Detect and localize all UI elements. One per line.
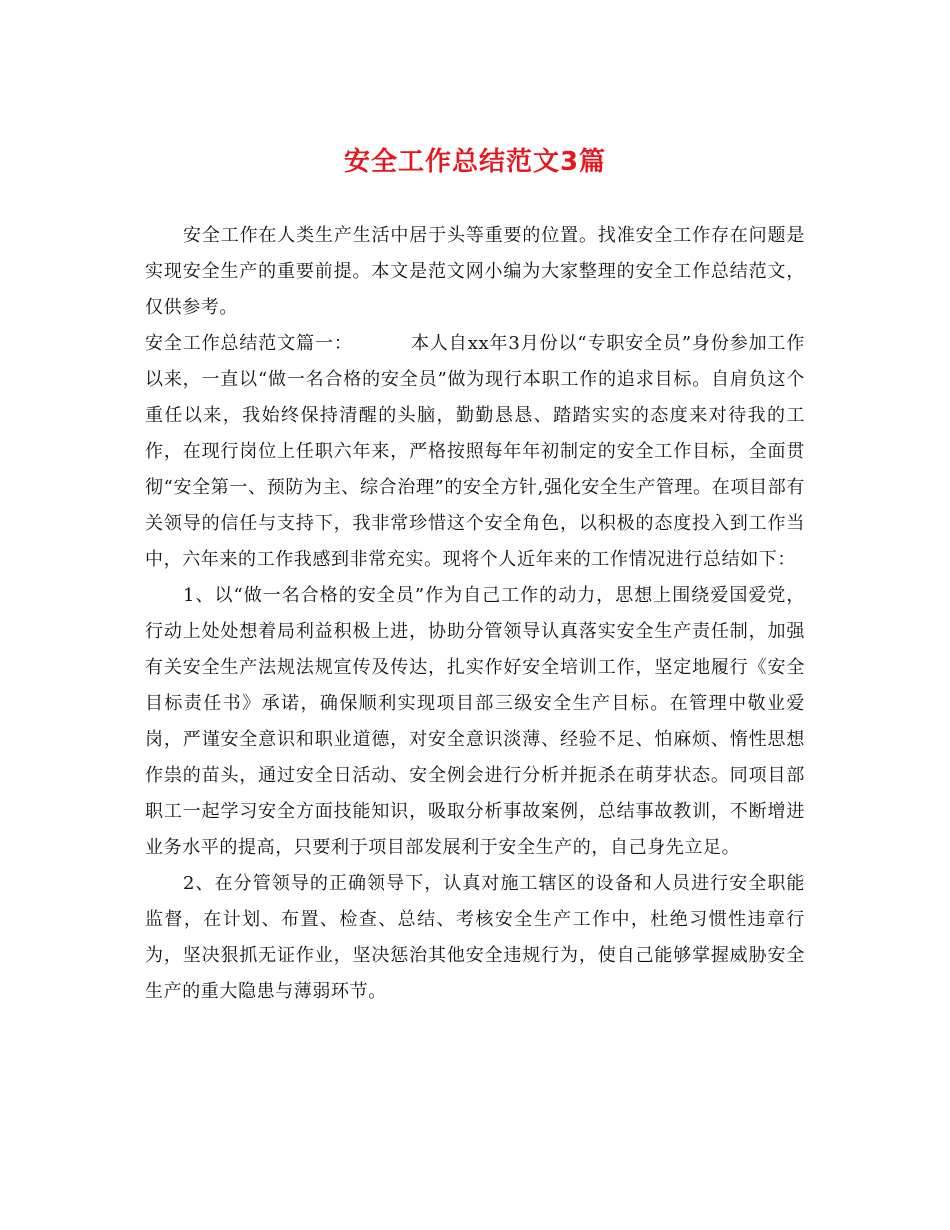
section-intro-text: 本人自xx年3月份以“专职安全员”身份参加工作以来，一直以“做一名合格的安全员”做为现行本职工作的追求目标。自肩负这个重任以来，我始终保持清醒的头脑，勤勤恳恳、踏踏实实的态度来对待我的工作，在现行岗位上任职六年来，严格按照每年年初制定的安全工作目标，全面贯彻“安全第一、预防为主、综合治理”的安全方针,强化安全生产管理。在项目部有关领导的信任与支持下，我非常珍惜这个安全角色，以积极的态度投入到工作当中，六年来的工作我感到非常充实。现将个人近年来的工作情况进行总结如下： <box>145 333 805 570</box>
point-1-paragraph: 1、以“做一名合格的安全员”作为自己工作的动力，思想上围绕爱国爱党，行动上处处想着局利益积极上进，协助分管领导认真落实安全生产责任制，加强有关安全生产法规法规宣传及传达，扎实作好安全培训工作，坚定地履行《安全目标责任书》承诺，确保顺利实现项目部三级安全生产目标。在管理中敬业爱岗，严谨安全意识和职业道德，对安全意识淡薄、经验不足、怕麻烦、惰性思想作祟的苗头，通过安全日活动、安全例会进行分析并扼杀在萌芽状态。同项目部职工一起学习安全方面技能知识，吸取分析事故案例，总结事故教训，不断增进业务水平的提高，只要利于项目部发展利于安全生产的，自己身先立足。 <box>145 585 805 858</box>
document-body <box>145 218 805 1010</box>
point-2-paragraph: 2、在分管领导的正确领导下，认真对施工辖区的设备和人员进行安全职能监督，在计划、布置、检查、总结、考核安全生产工作中，杜绝习惯性违章行为，坚决狠抓无证作业，坚决惩治其他安全违规行为，使自己能够掌握威胁安全生产的重大隐患与薄弱环节。 <box>145 873 805 1002</box>
intro-paragraph: 安全工作在人类生产生活中居于头等重要的位置。找准安全工作存在问题是实现安全生产的重要前提。本文是范文网小编为大家整理的安全工作总结范文，仅供参考。 <box>145 225 805 318</box>
section-paragraph <box>145 326 805 578</box>
document-title: 安全工作总结范文3篇 <box>343 147 607 177</box>
section-heading: 安全工作总结范文篇一： <box>145 333 353 354</box>
